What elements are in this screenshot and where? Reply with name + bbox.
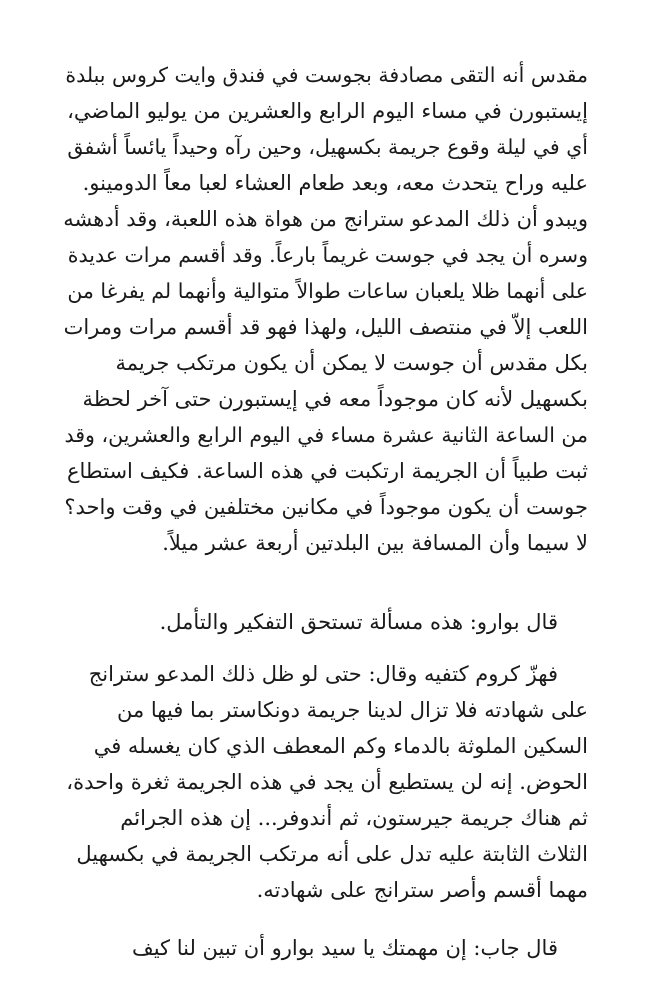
text-line: مقدس أنه التقى مصادفة بجوست في فندق وايت كروس ببلدة	[65, 63, 588, 87]
text-line: على شهادته فلا تزال لدينا جريمة دونكاستر بما فيها من	[116, 698, 588, 722]
paragraph	[62, 930, 588, 966]
text-line: من الساعة الثانية عشرة مساء في اليوم الرابع والعشرين، وقد	[64, 423, 588, 447]
text-line: لا سيما وأن المسافة بين البلدتين أربعة عشر ميلاً.	[162, 531, 588, 555]
text-line: عليه وراح يتحدث معه، وبعد طعام العشاء لعبا معاً الدومينو.	[82, 171, 588, 195]
text-line: السكين الملوثة بالدماء وكم المعطف الذي كان يغسله في	[93, 734, 588, 758]
text-line: ثبت طبياً أن الجريمة ارتكبت في هذه الساعة. فكيف استطاع	[66, 459, 588, 483]
text-line: مهما أقسم وأصر سترانج على شهادته.	[256, 878, 588, 902]
text-line: قال جاب: إن مهمتك يا سيد بوارو أن تبين لنا كيف	[131, 936, 558, 960]
paragraph	[62, 604, 588, 640]
text-line: وسره أن يجد في جوست غريماً بارعاً. وقد أقسم مرات عديدة	[67, 243, 588, 267]
text-line: الحوض. إنه لن يستطيع أن يجد في هذه الجريمة ثغرة واحدة،	[66, 770, 588, 794]
text-line: على أنهما ظلا يلعبان ساعات طوالاً متوالية وأنهما لم يفرغا من	[67, 279, 588, 303]
text-line: بكل مقدس أن جوست لا يمكن أن يكون مرتكب جريمة	[115, 351, 588, 375]
paragraph	[62, 57, 588, 561]
text-line: ويبدو أن ذلك المدعو سترانج من هواة هذه اللعبة، وقد أدهشه	[63, 207, 588, 231]
text-line: إيستبورن في مساء اليوم الرابع والعشرين من يوليو الماضي،	[67, 99, 588, 123]
text-line: جوست أن يكون موجوداً في مكانين مختلفين في وقت واحد؟	[64, 495, 588, 519]
text-line: الثلاث الثابتة عليه تدل على أنه مرتكب الجريمة في بكسهيل	[76, 842, 588, 866]
text-line: ثم هناك جريمة جيرستون، ثم أندوفر... إن هذه الجرائم	[120, 806, 588, 830]
text-line: فهزّ كروم كتفيه وقال: حتى لو ظل ذلك المدعو سترانج	[88, 662, 558, 686]
text-line: بكسهيل لأنه كان موجوداً معه في إيستبورن حتى آخر لحظة	[82, 387, 588, 411]
text-line: قال بوارو: هذه مسألة تستحق التفكير والتأمل.	[159, 610, 558, 634]
text-line: اللعب إلاّ في منتصف الليل، ولهذا فهو قد أقسم مرات ومرات	[63, 315, 588, 339]
paragraph	[62, 656, 588, 908]
text-line: أي في ليلة وقوع جريمة بكسهيل، وحين رآه وحيداً يائساً أشفق	[67, 135, 588, 159]
